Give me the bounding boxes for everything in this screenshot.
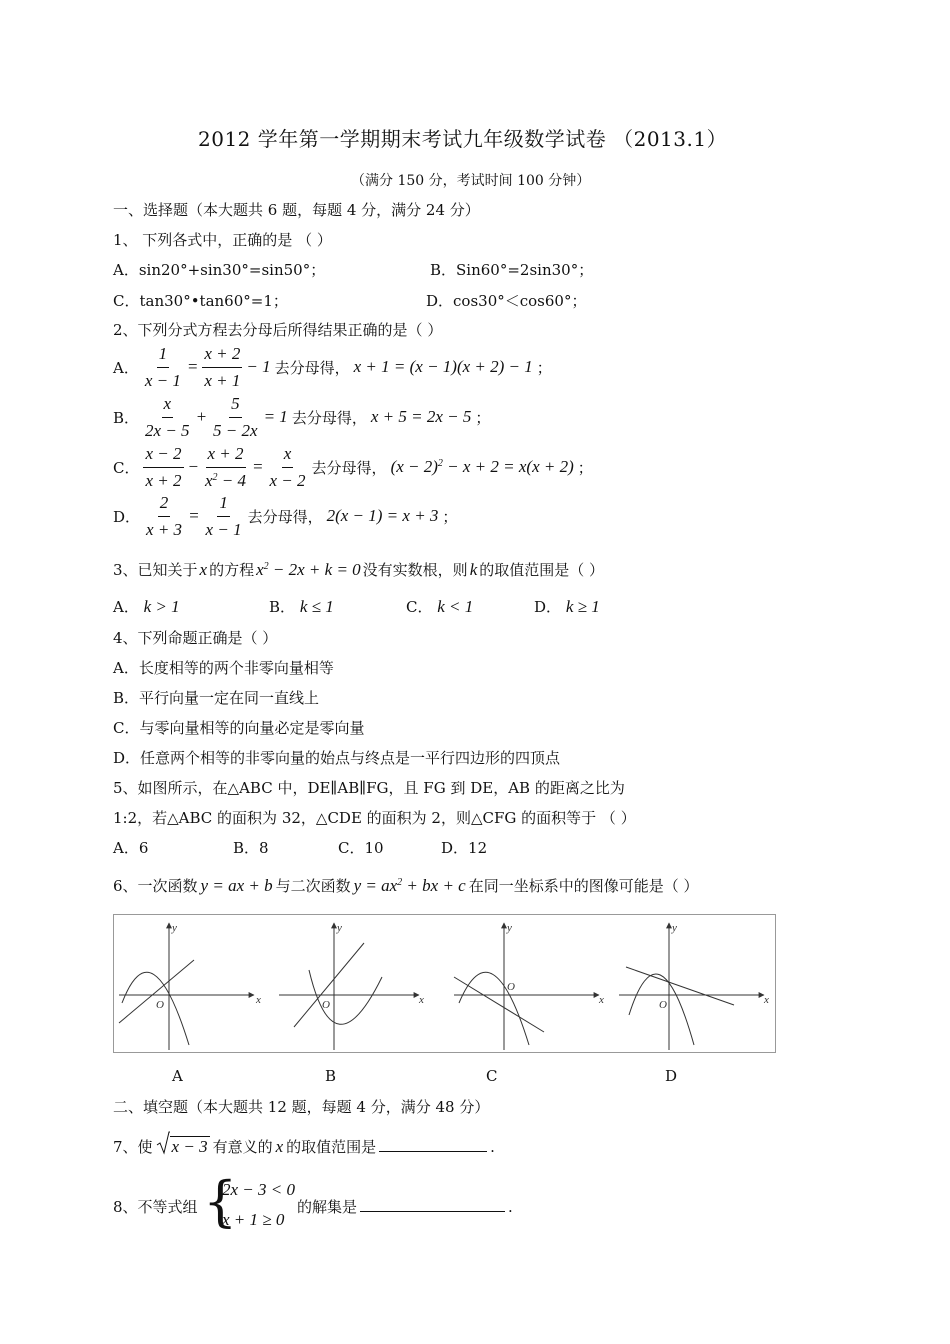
- graph-b-x-label: x: [419, 994, 424, 1006]
- graph-b-y-label: y: [337, 922, 342, 934]
- q5-option-d: D．12: [441, 839, 488, 857]
- graph-a: [119, 923, 254, 1050]
- graph-b-origin: O: [322, 999, 330, 1011]
- q3-eq-a: x: [256, 560, 264, 579]
- page-subtitle: （满分 150 分，考试时间 100 分钟）: [351, 173, 591, 189]
- graph-c-parabola: [459, 972, 529, 1045]
- q8-answer-blank[interactable]: [360, 1211, 505, 1212]
- q6-eq2-b: + bx + c: [402, 876, 466, 895]
- q2-a-text: 去分母得，: [274, 358, 350, 377]
- q1-stem: 1、 下列各式中，正确的是 （ ）: [113, 231, 332, 249]
- q6-graphs-svg: [114, 915, 777, 1054]
- q2-a-end: ；: [536, 358, 552, 377]
- graph-a-origin: O: [156, 999, 164, 1011]
- q2-d-t1-num: 2: [158, 493, 171, 517]
- q3-a-math: k > 1: [143, 597, 180, 616]
- q6-eq1: y = ax + b: [200, 876, 273, 895]
- q7-sqrt: [156, 1137, 210, 1157]
- graph-a-line: [119, 960, 194, 1023]
- q7-end: .: [490, 1138, 495, 1156]
- q3-option-d: [534, 596, 600, 617]
- q2-c-t2-den-tail: − 4: [217, 470, 247, 490]
- q2-b-t2-den: 5 − 2x: [213, 420, 258, 440]
- graph-c-x-label: x: [599, 994, 604, 1006]
- q4-option-a: A．长度相等的两个非零向量相等: [113, 659, 334, 677]
- q2-stem: 2、下列分式方程去分母后所得结果正确的是（ ）: [113, 321, 443, 339]
- q6-eq2-sup: 2: [397, 877, 403, 888]
- q4-option-d: D．任意两个相等的非零向量的始点与终点是一平行四边形的四顶点: [113, 749, 561, 767]
- q3-eq-sup: 2: [263, 561, 269, 572]
- q2-a-lhs-den: x − 1: [144, 370, 181, 390]
- q3-d-math: k ≥ 1: [565, 597, 600, 616]
- graph-d-line: [626, 967, 734, 1005]
- q2-c-t2-den-wrap: [203, 468, 248, 491]
- q2-c-result: [391, 457, 574, 477]
- q2-c-text: 去分母得，: [311, 458, 387, 477]
- section2-heading: 二、填空题（本大题共 12 题，每题 4 分，满分 48 分）: [113, 1098, 490, 1116]
- graph-a-x-label: x: [256, 994, 261, 1006]
- q2-d-frac-1: [144, 493, 184, 540]
- q2-c-t2-den-sup: 2: [212, 471, 218, 483]
- q6-stem-b: 与二次函数: [275, 877, 351, 895]
- q7-prefix: 7、使: [113, 1138, 153, 1156]
- q2-c-t1-num: x − 2: [143, 444, 183, 468]
- q5-option-a: A．6: [113, 839, 149, 857]
- q3-stem-a: 3、已知关于: [113, 561, 198, 579]
- q2-a-tail: − 1: [246, 357, 271, 376]
- q2-a-lhs-num: 1: [157, 344, 170, 368]
- q2-c-result-b: − x + 2 = x(x + 2): [442, 457, 574, 476]
- q2-b-end: ；: [475, 408, 491, 427]
- q2-c-result-sup: 2: [437, 458, 443, 469]
- q2-d-t2-num: 1: [217, 493, 230, 517]
- q3-stem-x: x: [199, 560, 208, 579]
- q6-eq2: [354, 876, 466, 896]
- graph-a-caption: A: [172, 1067, 183, 1085]
- graph-c-origin: O: [507, 981, 515, 993]
- q2-b-plus: +: [195, 407, 208, 426]
- q1-option-a: A．sin20°+sin30°=sin50°；: [113, 261, 326, 279]
- q2-d-result: 2(x − 1) = x + 3: [326, 506, 439, 525]
- q3-stem-d: 的取值范围是（ ）: [479, 561, 605, 579]
- graph-b: [279, 923, 419, 1050]
- q2-d-text: 去分母得，: [247, 507, 323, 526]
- q1-option-d: D．cos30°＜cos60°；: [426, 292, 587, 310]
- q2-a-result: x + 1 = (x − 1)(x + 2) − 1: [353, 357, 533, 376]
- q2-d-eq: =: [188, 506, 200, 525]
- graph-b-caption: B: [325, 1067, 337, 1085]
- q3-b-math: k ≤ 1: [299, 597, 334, 616]
- q3-equation: [256, 560, 361, 580]
- q3-c-label: C．: [406, 598, 433, 616]
- q8-ineq1: 2x − 3 < 0: [222, 1180, 295, 1199]
- q3-stem-k: k: [469, 560, 478, 579]
- q1-option-c: C．tan30°•tan60°=1；: [113, 292, 288, 310]
- q8-ineq2: x + 1 ≥ 0: [222, 1210, 285, 1229]
- q2-c-t3-den: x − 2: [269, 470, 306, 490]
- brace-icon: {: [203, 1170, 238, 1233]
- graph-c-caption: C: [486, 1067, 498, 1085]
- q3-d-label: D．: [534, 598, 562, 616]
- graph-c-line: [454, 977, 544, 1032]
- q6-stem-a: 6、一次函数: [113, 877, 198, 895]
- q2-a-frac-lhs: [143, 344, 183, 391]
- q2-d-label: D．: [113, 507, 141, 526]
- graph-b-parabola: [309, 970, 382, 1024]
- q3-option-b: [269, 596, 334, 617]
- q3-a-label: A．: [113, 598, 139, 616]
- q2-c-end: ；: [577, 458, 593, 477]
- q7-text-a: 有意义的: [212, 1138, 273, 1156]
- q8-prefix: 8、不等式组: [113, 1198, 198, 1216]
- q2-b-t1-den: 2x − 5: [145, 420, 190, 440]
- q2-b-t2-num: 5: [229, 394, 242, 418]
- q7-text-b: 的取值范围是: [286, 1138, 377, 1156]
- q2-b-frac-2: [211, 394, 260, 441]
- q2-c-minus: −: [187, 457, 199, 476]
- q2-option-d: [113, 492, 457, 540]
- q2-a-frac-rhs: [202, 344, 242, 391]
- page-title: 2012 学年第一学期期末考试九年级数学试卷 （2013.1）: [198, 127, 728, 151]
- graph-c-y-label: y: [507, 922, 512, 934]
- q2-option-c: [113, 443, 593, 491]
- q6-graphs-figure: [113, 914, 776, 1053]
- q3-eq-b: − 2x + k = 0: [268, 560, 361, 579]
- graph-d-x-label: x: [764, 994, 769, 1006]
- graph-d-origin: O: [659, 999, 667, 1011]
- q3-b-label: B．: [269, 598, 296, 616]
- q3-option-a: [113, 596, 180, 617]
- q5-option-b: B．8: [233, 839, 269, 857]
- q2-a-rhs-num: x + 2: [202, 344, 242, 368]
- q7: [113, 1136, 495, 1157]
- sqrt-icon: [156, 1131, 170, 1155]
- q2-c-t2-num: x + 2: [206, 444, 246, 468]
- graph-b-line: [294, 943, 364, 1027]
- q2-option-b: [113, 393, 490, 441]
- q8-tail: [297, 1196, 513, 1217]
- q3-c-math: k < 1: [437, 597, 474, 616]
- q2-c-label: C．: [113, 458, 140, 477]
- q2-c-eq: =: [252, 457, 264, 476]
- q4-option-c: C．与零向量相等的向量必定是零向量: [113, 719, 365, 737]
- q2-c-frac-3: [268, 444, 308, 491]
- q3-stem-b: 的方程: [209, 561, 255, 579]
- section1-heading: 一、选择题（本大题共 6 题，每题 4 分，满分 24 分）: [113, 201, 480, 219]
- graph-d-caption: D: [665, 1067, 678, 1085]
- q2-c-t2-den: x: [205, 470, 213, 490]
- graph-d-y-label: y: [672, 922, 677, 934]
- q2-c-t1-den: x + 2: [145, 470, 182, 490]
- q2-a-label: A．: [113, 358, 139, 377]
- graph-c: [454, 923, 599, 1050]
- q2-d-t1-den: x + 3: [146, 519, 183, 539]
- q7-x: x: [275, 1137, 284, 1156]
- q1-option-b: B．Sin60°=2sin30°；: [430, 261, 594, 279]
- graph-a-y-label: y: [172, 922, 177, 934]
- q3-stem: [113, 559, 604, 580]
- q5-option-c: C．10: [338, 839, 384, 857]
- q6-stem-c: 在同一坐标系中的图像可能是（ ）: [468, 877, 699, 895]
- q2-option-a: [113, 343, 552, 391]
- q2-b-frac-1: [143, 394, 192, 441]
- q4-option-b: B．平行向量一定在同一直线上: [113, 689, 320, 707]
- q2-c-frac-1: [143, 444, 183, 491]
- q7-math: x − 3: [171, 1137, 208, 1156]
- q7-answer-blank[interactable]: [379, 1151, 487, 1152]
- q4-stem: 4、下列命题正确是（ ）: [113, 629, 278, 647]
- q2-d-t2-den: x − 1: [205, 519, 242, 539]
- q2-a-eq: =: [186, 357, 199, 376]
- q5-line1: 5、如图所示，在△ABC 中，DE∥AB∥FG，且 FG 到 DE，AB 的距离之比为: [113, 779, 625, 797]
- q2-b-result: x + 5 = 2x − 5: [370, 407, 472, 426]
- q2-b-tail: = 1: [263, 407, 288, 426]
- q2-b-text: 去分母得，: [291, 408, 367, 427]
- q6-stem: [113, 875, 699, 896]
- q6-eq2-a: y = ax: [353, 876, 398, 895]
- q2-c-frac-2: [203, 444, 248, 491]
- q2-d-frac-2: [204, 493, 244, 540]
- q2-c-result-a: (x − 2): [390, 457, 438, 476]
- q2-c-t3-num: x: [282, 444, 294, 468]
- q8-end: .: [508, 1198, 513, 1216]
- q2-b-t1-num: x: [162, 394, 174, 418]
- q8-text: 的解集是: [297, 1198, 358, 1216]
- graph-d: [619, 923, 764, 1050]
- q3-stem-c: 没有实数根，则: [362, 561, 468, 579]
- q2-d-end: ；: [442, 507, 458, 526]
- q5-line2: 1:2，若△ABC 的面积为 32，△CDE 的面积为 2，则△CFG 的面积等于 （ ）: [113, 809, 636, 827]
- q2-a-rhs-den: x + 1: [204, 370, 241, 390]
- q3-option-c: [406, 596, 473, 617]
- q2-b-label: B．: [113, 408, 140, 427]
